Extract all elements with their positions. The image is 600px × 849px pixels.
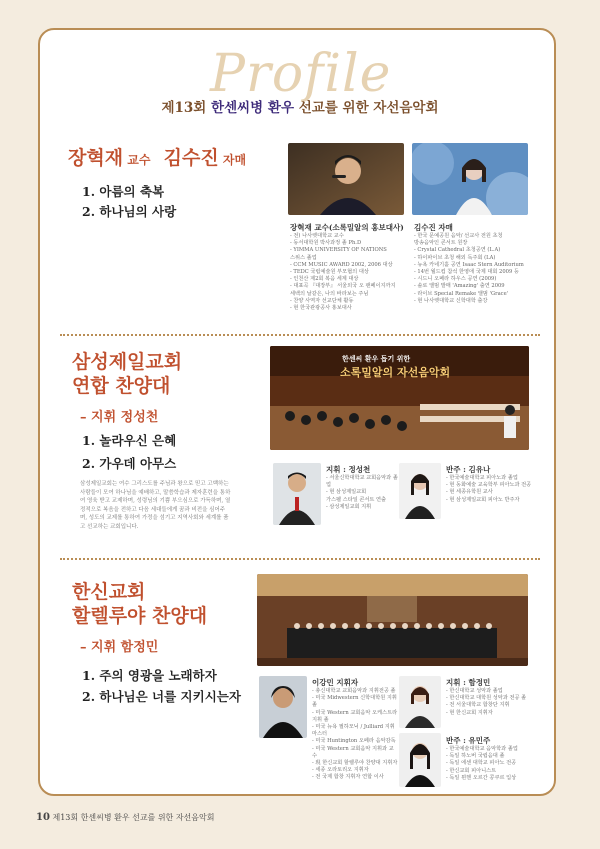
page-number: 10 <box>36 812 50 823</box>
choir-photo-1 <box>270 346 529 450</box>
section2-heading: 삼성제일교회 연합 찬양대 <box>72 351 183 397</box>
s3-bio-2: - 한신대학교 성악과 졸업 - 한신대학교 대학원 성악과 전공 졸 - 전 서울대학교 합창단 지휘 - 현 한신교회 지휘자 <box>446 688 527 716</box>
s2-bio-1: - 서울신학대학교 교회음악과 졸업 - 현 삼성제일교회 가스펠 스타일 콘서트 연출 - 삼성제일교회 지휘 <box>326 475 398 510</box>
profile-script-ornament: Profile <box>210 44 392 104</box>
s3-song-2: 2. 하나님은 너를 지키시는자 <box>82 689 241 704</box>
s2-conductor: – 지휘 정성천 <box>80 410 159 425</box>
divider-1 <box>60 334 540 336</box>
s3-caption-1: 이강민 지휘자 <box>312 678 359 687</box>
performer1-role: 교수 <box>123 153 151 167</box>
s2-description: 삼성제일교회는 여수 그리스도를 주님과 왕으로 믿고 고백하는 사람들이 모여 하나님을 예배하고, 말씀학습과 제자훈련을 통하 여 영육 받고 교제하며, 성령님의 기쁨 부으심으로 가득하며, 열 정적으로 복음을 전하고 다음 세대들에게 꿈과 비전을 심어주 며, 성도의 교제를 통하여 가정을 섬기고 지역사회와 세계를 품 고 선교하는 교회입니다. <box>80 481 231 530</box>
s1-bio-2: - 한국 문예공원 음악/ 선교사 전원 초청 방송음악인 콘서트 원장 - Crystal Cathedral 초청공연 (L.A) - 하이파이브 초청 해외 독주회 (LA) - 뉴욕 카네기홀 공연 Isaac Stern Auditorium - 14번 월드컵 참석 한영애 국제 대회 2009 등 - 시드니 오페라 하우스 공연 (2009) - 솔로 앨범 발매 'Amazing' 출연 2009 - 라이브 Special Remake 앨범 'Grace' - 현 나사렛대학교 신학대학 출강 <box>414 233 524 304</box>
s3-bio-3: - 한국예술대학교 음악학과 졸업 - 독일 하노버 국립음대 졸 - 독일 에센 대학교 피아노 전공 - 한신교회 피아니스트 - 독일 뮌헨 오르간 콩쿠르 입상 <box>446 746 518 781</box>
conductor-photo-2-s3 <box>399 676 441 728</box>
s1-song-1: 1. 아름의 축복 <box>82 184 165 199</box>
conductor-photo-s3 <box>259 676 307 738</box>
pianist-photo-s3 <box>399 733 441 787</box>
s2-caption-2: 반주 : 김유나 <box>446 465 491 474</box>
s2-bio-2: - 한국예술대학교 피아노과 졸업 - 현 동화예술 교육학부 피아노과 전공 - 현 세종유학원 교사 - 현 삼성제일교회 피아노 반주자 <box>446 475 532 503</box>
singer-photo-1 <box>288 143 404 215</box>
s1-song-2: 2. 하나님의 사랑 <box>82 204 177 219</box>
performer2-role: 자매 <box>218 153 247 167</box>
page-footer <box>36 812 214 823</box>
section3-heading: 한신교회 할렐루야 찬양대 <box>72 581 208 627</box>
s3-conductor: – 지휘 함정민 <box>80 640 159 655</box>
title-highlight: 한센씨병 환우 <box>211 100 294 116</box>
page-title <box>0 96 600 116</box>
s2-song-1: 1. 놀라우신 은혜 <box>82 433 177 448</box>
s1-caption-1: 장혁재 교수(소록밀알의 홍보대사) <box>290 223 404 232</box>
choir-photo-2 <box>257 574 528 666</box>
title-prefix: 제13회 <box>161 100 212 116</box>
banner-line-2: 소록밀알의 자선음악회 <box>340 366 451 379</box>
s2-caption-1: 지휘 : 정성천 <box>326 465 371 474</box>
pianist-photo-s2 <box>399 463 441 519</box>
s2-song-2: 2. 가우데 아무스 <box>82 456 177 471</box>
section1-heading <box>68 146 246 172</box>
banner-line-1: 한센씨 환우 돕기 위한 <box>342 354 411 363</box>
s3-caption-3: 반주 : 유민주 <box>446 736 491 745</box>
divider-2 <box>60 558 540 560</box>
performer1-name: 장혁재 <box>68 147 124 169</box>
footer-text: 제13회 한센씨병 환우 선교를 위한 자선음악회 <box>52 813 215 822</box>
s3-bio-1: - 총신대학교 교회음악과 지휘전공 졸 - 미국 Midwestern 신학대학원 지휘 졸 - 미국 Western 교회음악 오케스트라 지휘 졸 - 미국 뉴욕 필하모닉 / Julliard 지휘 마스터 - 미국 Huntington 오페라 음악감독 - 미국 Western 교회음악 지휘과 교수 - 現 한신교회 할렐루야 찬양대 지휘자 - 세종 오라토리오 지휘자 - 전 국제 합창 지휘자 연합 이사 <box>312 688 398 781</box>
title-suffix: 선교를 위한 자선음악회 <box>294 100 439 116</box>
s3-caption-2: 지휘 : 함정민 <box>446 678 491 687</box>
s1-caption-2: 김수진 자매 <box>414 223 453 232</box>
singer-photo-2 <box>412 143 528 215</box>
performer2-name: 김수진 <box>163 147 219 169</box>
conductor-photo-s2 <box>273 463 321 525</box>
s3-song-1: 1. 주의 영광을 노래하자 <box>82 668 217 683</box>
s1-bio-1: - 전) 나사렛대학교 교수 - 동서대학원 박사과정 졸 Ph.D - YIMMA UNIVERSITY OF NATIONS 스위스 졸업 - CCM MUSIC AWARD 2002, 2006 대상 - TEDC 국립예술원 부모협의 대상 - 인천산 제2회 복음 세계 대상 - 대표곡 『대장부』 서울외국 오 팬페이지까지 세백의 날같은, 나의 바라보는 주님 - 찬양 사역자 선교단체 활동 - 현 한국관광공사 홍보대사 <box>290 233 396 312</box>
